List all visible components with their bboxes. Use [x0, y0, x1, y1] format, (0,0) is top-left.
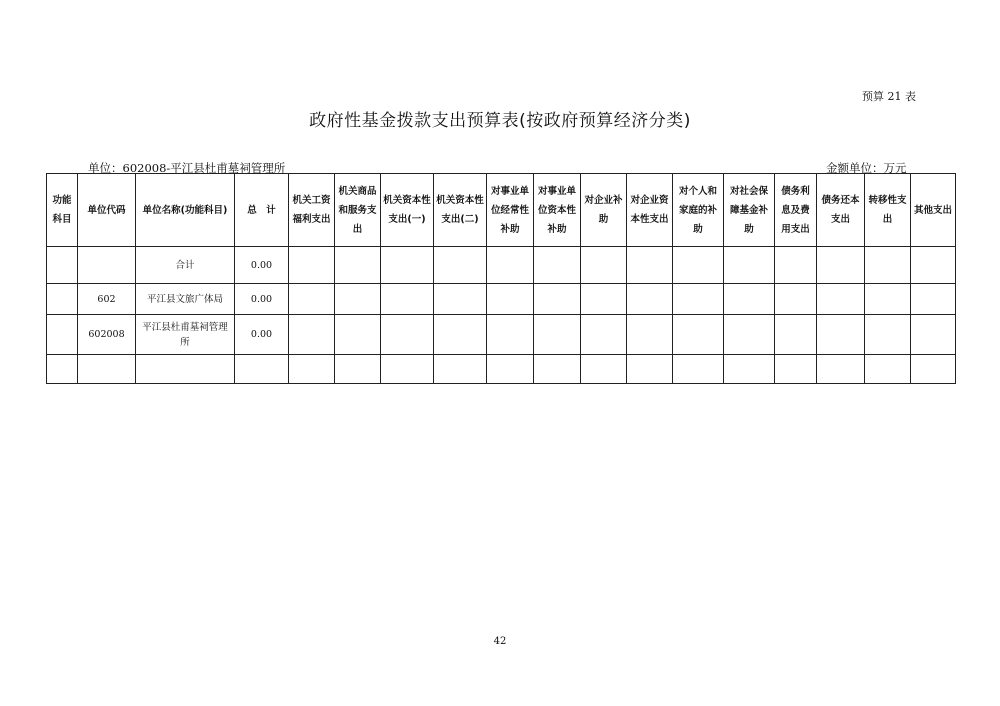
column-header: 对企业资本性支出	[627, 174, 673, 247]
column-header: 单位代码	[78, 174, 136, 247]
empty-cell	[724, 315, 775, 355]
empty-cell	[724, 355, 775, 384]
unit-name-label: 单位：602008-平江县杜甫墓祠管理所	[88, 161, 286, 175]
empty-cell	[865, 355, 911, 384]
empty-cell	[534, 355, 581, 384]
code-cell: 602	[78, 284, 136, 315]
empty-cell	[581, 355, 627, 384]
empty-cell	[581, 247, 627, 284]
empty-cell	[434, 247, 487, 284]
empty-cell	[289, 355, 335, 384]
page-number: 42	[493, 636, 507, 647]
column-header: 功能科目	[47, 174, 78, 247]
name-cell: 平江县杜甫墓祠管理所	[136, 315, 235, 355]
empty-cell	[911, 355, 956, 384]
empty-cell	[487, 247, 534, 284]
empty-cell	[434, 284, 487, 315]
func-cell	[47, 315, 78, 355]
empty-cell	[627, 315, 673, 355]
empty-cell	[724, 284, 775, 315]
empty-cell	[817, 247, 865, 284]
empty-cell	[381, 315, 434, 355]
empty-cell	[534, 284, 581, 315]
name-cell: 合计	[136, 247, 235, 284]
empty-cell	[335, 355, 381, 384]
column-header: 单位名称(功能科目)	[136, 174, 235, 247]
empty-cell	[724, 247, 775, 284]
empty-cell	[911, 315, 956, 355]
empty-cell	[865, 315, 911, 355]
column-header: 对事业单位资本性补助	[534, 174, 581, 247]
amount-unit-label: 金额单位：万元	[826, 161, 907, 175]
column-header: 机关商品和服务支出	[335, 174, 381, 247]
empty-cell	[673, 247, 724, 284]
empty-cell	[865, 284, 911, 315]
column-header: 总 计	[235, 174, 289, 247]
page-title: 政府性基金拨款支出预算表(按政府预算经济分类)	[309, 111, 691, 131]
empty-cell	[335, 284, 381, 315]
column-header: 机关工资福利支出	[289, 174, 335, 247]
empty-cell	[289, 315, 335, 355]
total-cell: 0.00	[235, 315, 289, 355]
empty-cell	[534, 247, 581, 284]
column-header: 债务还本支出	[817, 174, 865, 247]
empty-cell	[627, 355, 673, 384]
total-cell: 0.00	[235, 284, 289, 315]
table-row	[47, 284, 956, 315]
empty-cell	[627, 247, 673, 284]
func-cell	[47, 284, 78, 315]
empty-cell	[865, 247, 911, 284]
column-header: 对企业补助	[581, 174, 627, 247]
name-cell	[136, 355, 235, 384]
empty-cell	[381, 284, 434, 315]
column-header: 对事业单位经常性补助	[487, 174, 534, 247]
empty-cell	[911, 284, 956, 315]
column-header: 转移性支出	[865, 174, 911, 247]
table-header-row	[47, 174, 956, 247]
func-cell	[47, 355, 78, 384]
empty-cell	[434, 315, 487, 355]
empty-cell	[673, 355, 724, 384]
code-cell: 602008	[78, 315, 136, 355]
column-header: 对个人和家庭的补助	[673, 174, 724, 247]
table-row	[47, 247, 956, 284]
code-cell	[78, 355, 136, 384]
budget-table	[46, 173, 956, 384]
empty-cell	[581, 284, 627, 315]
empty-cell	[581, 315, 627, 355]
empty-cell	[487, 284, 534, 315]
table-row	[47, 355, 956, 384]
empty-cell	[775, 355, 817, 384]
empty-cell	[487, 315, 534, 355]
total-cell	[235, 355, 289, 384]
column-header: 其他支出	[911, 174, 956, 247]
empty-cell	[289, 247, 335, 284]
code-cell	[78, 247, 136, 284]
empty-cell	[817, 284, 865, 315]
empty-cell	[487, 355, 534, 384]
table-row	[47, 315, 956, 355]
empty-cell	[335, 315, 381, 355]
func-cell	[47, 247, 78, 284]
empty-cell	[673, 284, 724, 315]
name-cell: 平江县文旅广体局	[136, 284, 235, 315]
empty-cell	[911, 247, 956, 284]
empty-cell	[775, 247, 817, 284]
empty-cell	[434, 355, 487, 384]
column-header: 机关资本性支出(一)	[381, 174, 434, 247]
column-header: 机关资本性支出(二)	[434, 174, 487, 247]
empty-cell	[817, 355, 865, 384]
empty-cell	[775, 315, 817, 355]
empty-cell	[381, 355, 434, 384]
column-header: 对社会保障基金补助	[724, 174, 775, 247]
total-cell: 0.00	[235, 247, 289, 284]
empty-cell	[817, 315, 865, 355]
empty-cell	[381, 247, 434, 284]
table-number: 预算 21 表	[862, 90, 916, 103]
empty-cell	[627, 284, 673, 315]
empty-cell	[335, 247, 381, 284]
empty-cell	[775, 284, 817, 315]
empty-cell	[673, 315, 724, 355]
column-header: 债务利息及费用支出	[775, 174, 817, 247]
empty-cell	[289, 284, 335, 315]
empty-cell	[534, 315, 581, 355]
